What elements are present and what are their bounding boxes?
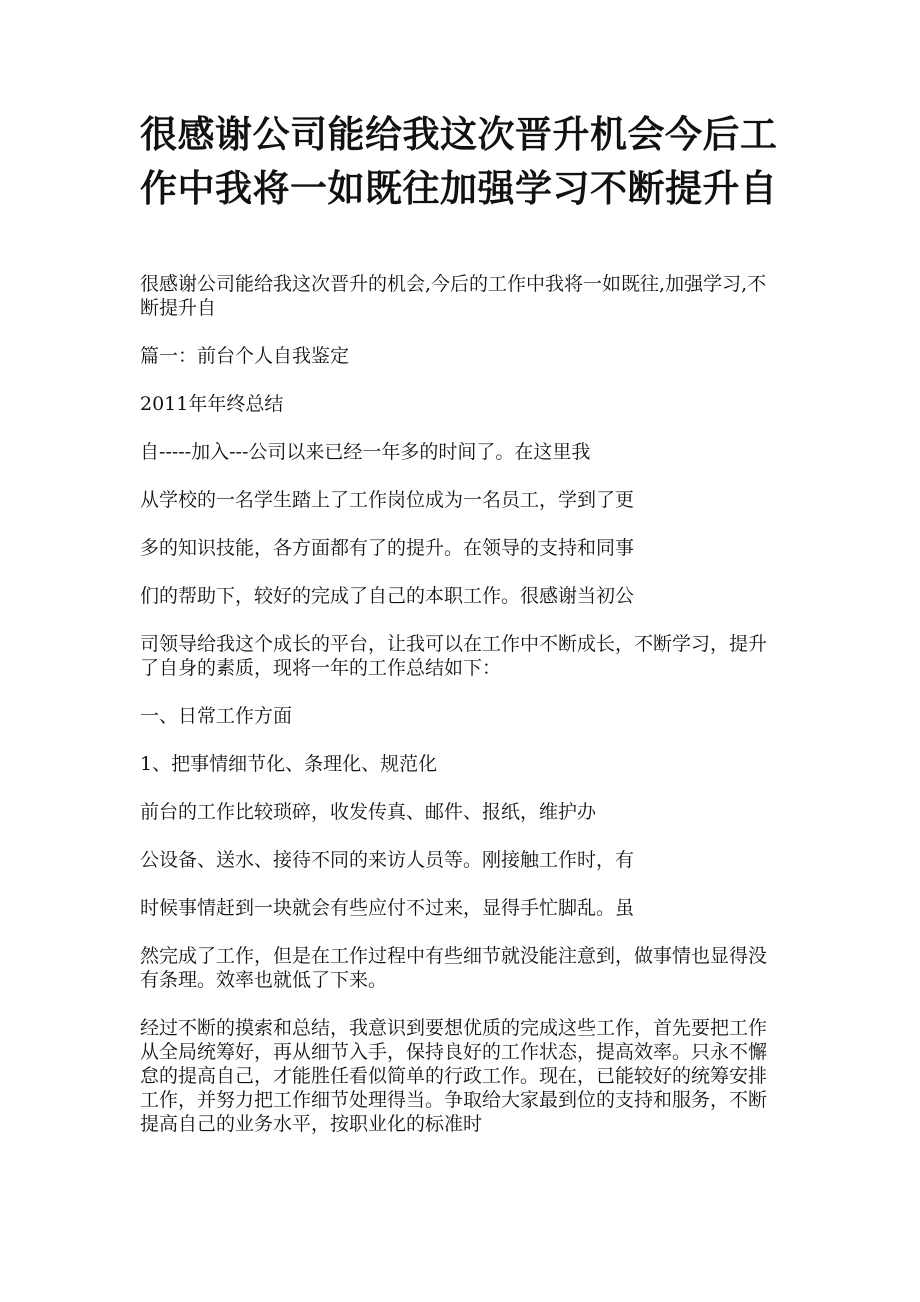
paragraph: 很感谢公司能给我这次晋升的机会,今后的工作中我将一如既往,加强学习,不断提升自 xyxy=(140,273,767,319)
paragraph: 经过不断的摸索和总结，我意识到要想优质的完成这些工作，首先要把工作从全局统筹好，再从细节入手，保持良好的工作状态，提高效率。只永不懈怠的提高自己，才能胜任看似简单的行政工作。现在，已能较好的统筹安排工作，并努力把工作细节处理得当。争取给大家最到位的支持和服务，不断提高自己的业务水平，按职业化的标准时 xyxy=(140,1017,768,1135)
paragraph: 公设备、送水、接待不同的来访人员等。刚接触工作时，有 xyxy=(140,849,635,871)
subsection-heading: 1、把事情细节化、条理化、规范化 xyxy=(140,753,438,775)
document-body xyxy=(140,272,780,1160)
paragraph: 2011年年终总结 xyxy=(140,393,284,415)
section-heading: 一、日常工作方面 xyxy=(140,705,293,727)
paragraph: 时候事情赶到一块就会有些应付不过来，显得手忙脚乱。虽 xyxy=(140,897,635,919)
paragraph: 们的帮助下，较好的完成了自己的本职工作。很感谢当初公 xyxy=(140,585,635,607)
paragraph: 前台的工作比较琐碎，收发传真、邮件、报纸，维护办 xyxy=(140,801,597,823)
paragraph: 司领导给我这个成长的平台，让我可以在工作中不断成长，不断学习，提升了自身的素质，现将一年的工作总结如下： xyxy=(140,633,768,679)
paragraph: 然完成了工作，但是在工作过程中有些细节就没能注意到，做事情也显得没有条理。效率也就低了下来。 xyxy=(140,945,768,991)
paragraph: 从学校的一名学生踏上了工作岗位成为一名员工，学到了更 xyxy=(140,489,635,511)
paragraph: 多的知识技能，各方面都有了的提升。在领导的支持和同事 xyxy=(140,537,635,559)
document-title: 很感谢公司能给我这次晋升机会今后工作中我将一如既往加强学习不断提升自 xyxy=(140,113,778,210)
paragraph: 自-----加入---公司以来已经一年多的时间了。在这里我 xyxy=(140,441,591,463)
section-heading: 篇一：前台个人自我鉴定 xyxy=(140,345,350,367)
